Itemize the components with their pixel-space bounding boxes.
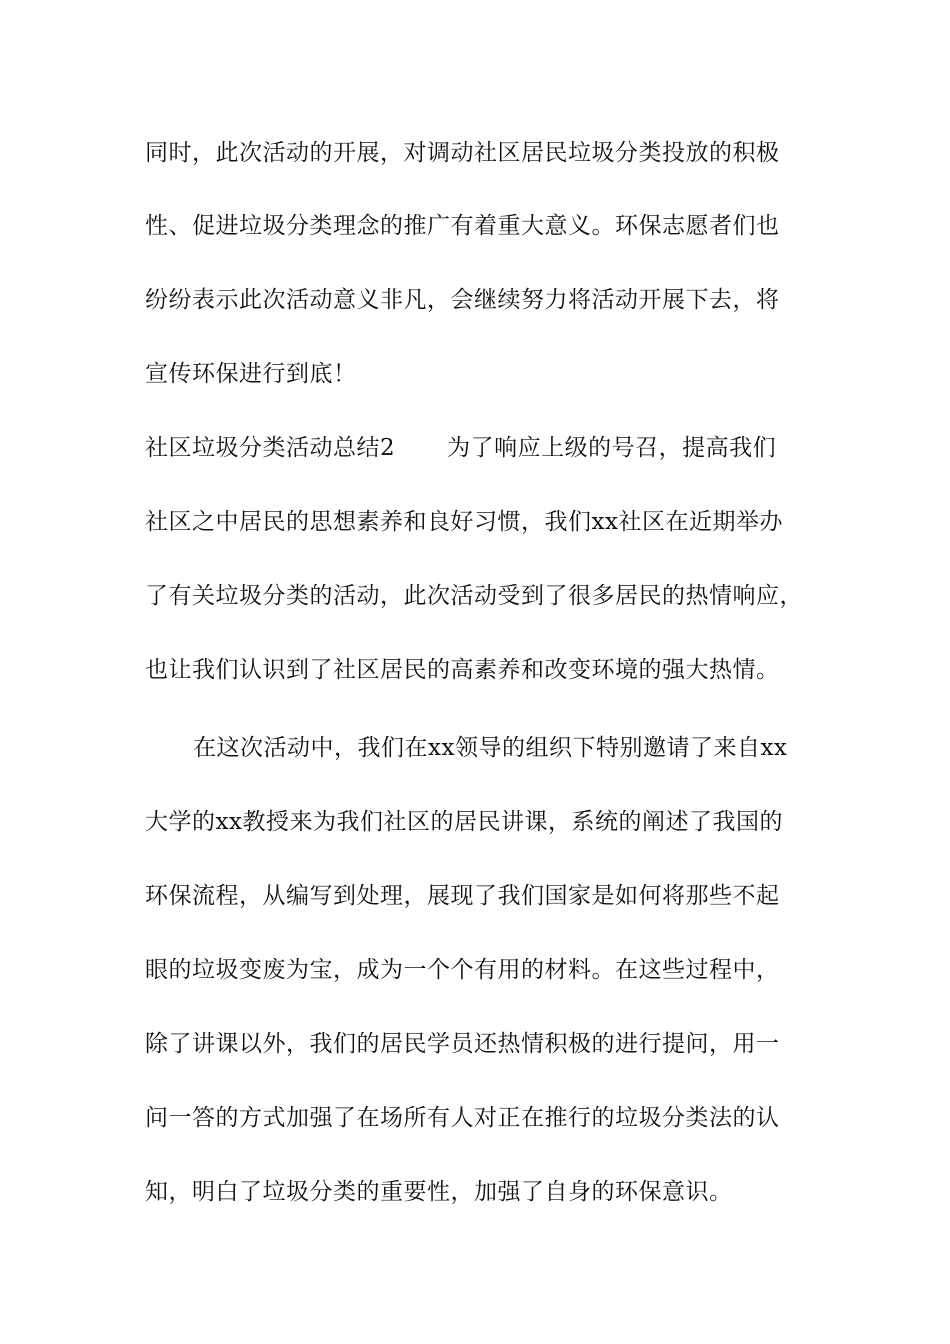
text-line: 眼的垃圾变废为宝，成为一个个有用的材料。在这些过程中， [145, 957, 780, 983]
text-line: 也让我们认识到了社区居民的高素养和改变环境的强大热情。 [145, 657, 780, 683]
text-line: 同时，此次活动的开展，对调动社区居民垃圾分类投放的积极 [145, 140, 780, 166]
text-line: 为了响应上级的号召，提高我们 [447, 435, 777, 461]
text-line: 了有关垃圾分类的活动，此次活动受到了很多居民的热情响应， [145, 583, 803, 609]
text-line: 社区之中居民的思想素养和良好习惯，我们xx社区在近期举办 [145, 509, 783, 535]
text-line: 问一答的方式加强了在场所有人对正在推行的垃圾分类法的认 [145, 1105, 780, 1131]
text-line: 在这次活动中，我们在xx领导的组织下特别邀请了来自xx [193, 735, 788, 761]
text-line: 大学的xx教授来为我们社区的居民讲课，系统的阐述了我国的 [145, 809, 783, 835]
text-line: 除了讲课以外，我们的居民学员还热情积极的进行提问，用一 [145, 1031, 780, 1057]
text-line: 环保流程，从编写到处理，展现了我们国家是如何将那些不起 [145, 883, 780, 909]
text-line: 知，明白了垃圾分类的重要性，加强了自身的环保意识。 [145, 1179, 733, 1205]
text-line: 性、促进垃圾分类理念的推广有着重大意义。环保志愿者们也 [145, 213, 780, 239]
section-heading-line [145, 433, 776, 463]
text-line: 宣传环保进行到底！ [145, 361, 357, 387]
section-title: 社区垃圾分类活动总结2 [145, 435, 396, 461]
text-line: 纷纷表示此次活动意义非凡，会继续努力将活动开展下去，将 [145, 287, 780, 313]
